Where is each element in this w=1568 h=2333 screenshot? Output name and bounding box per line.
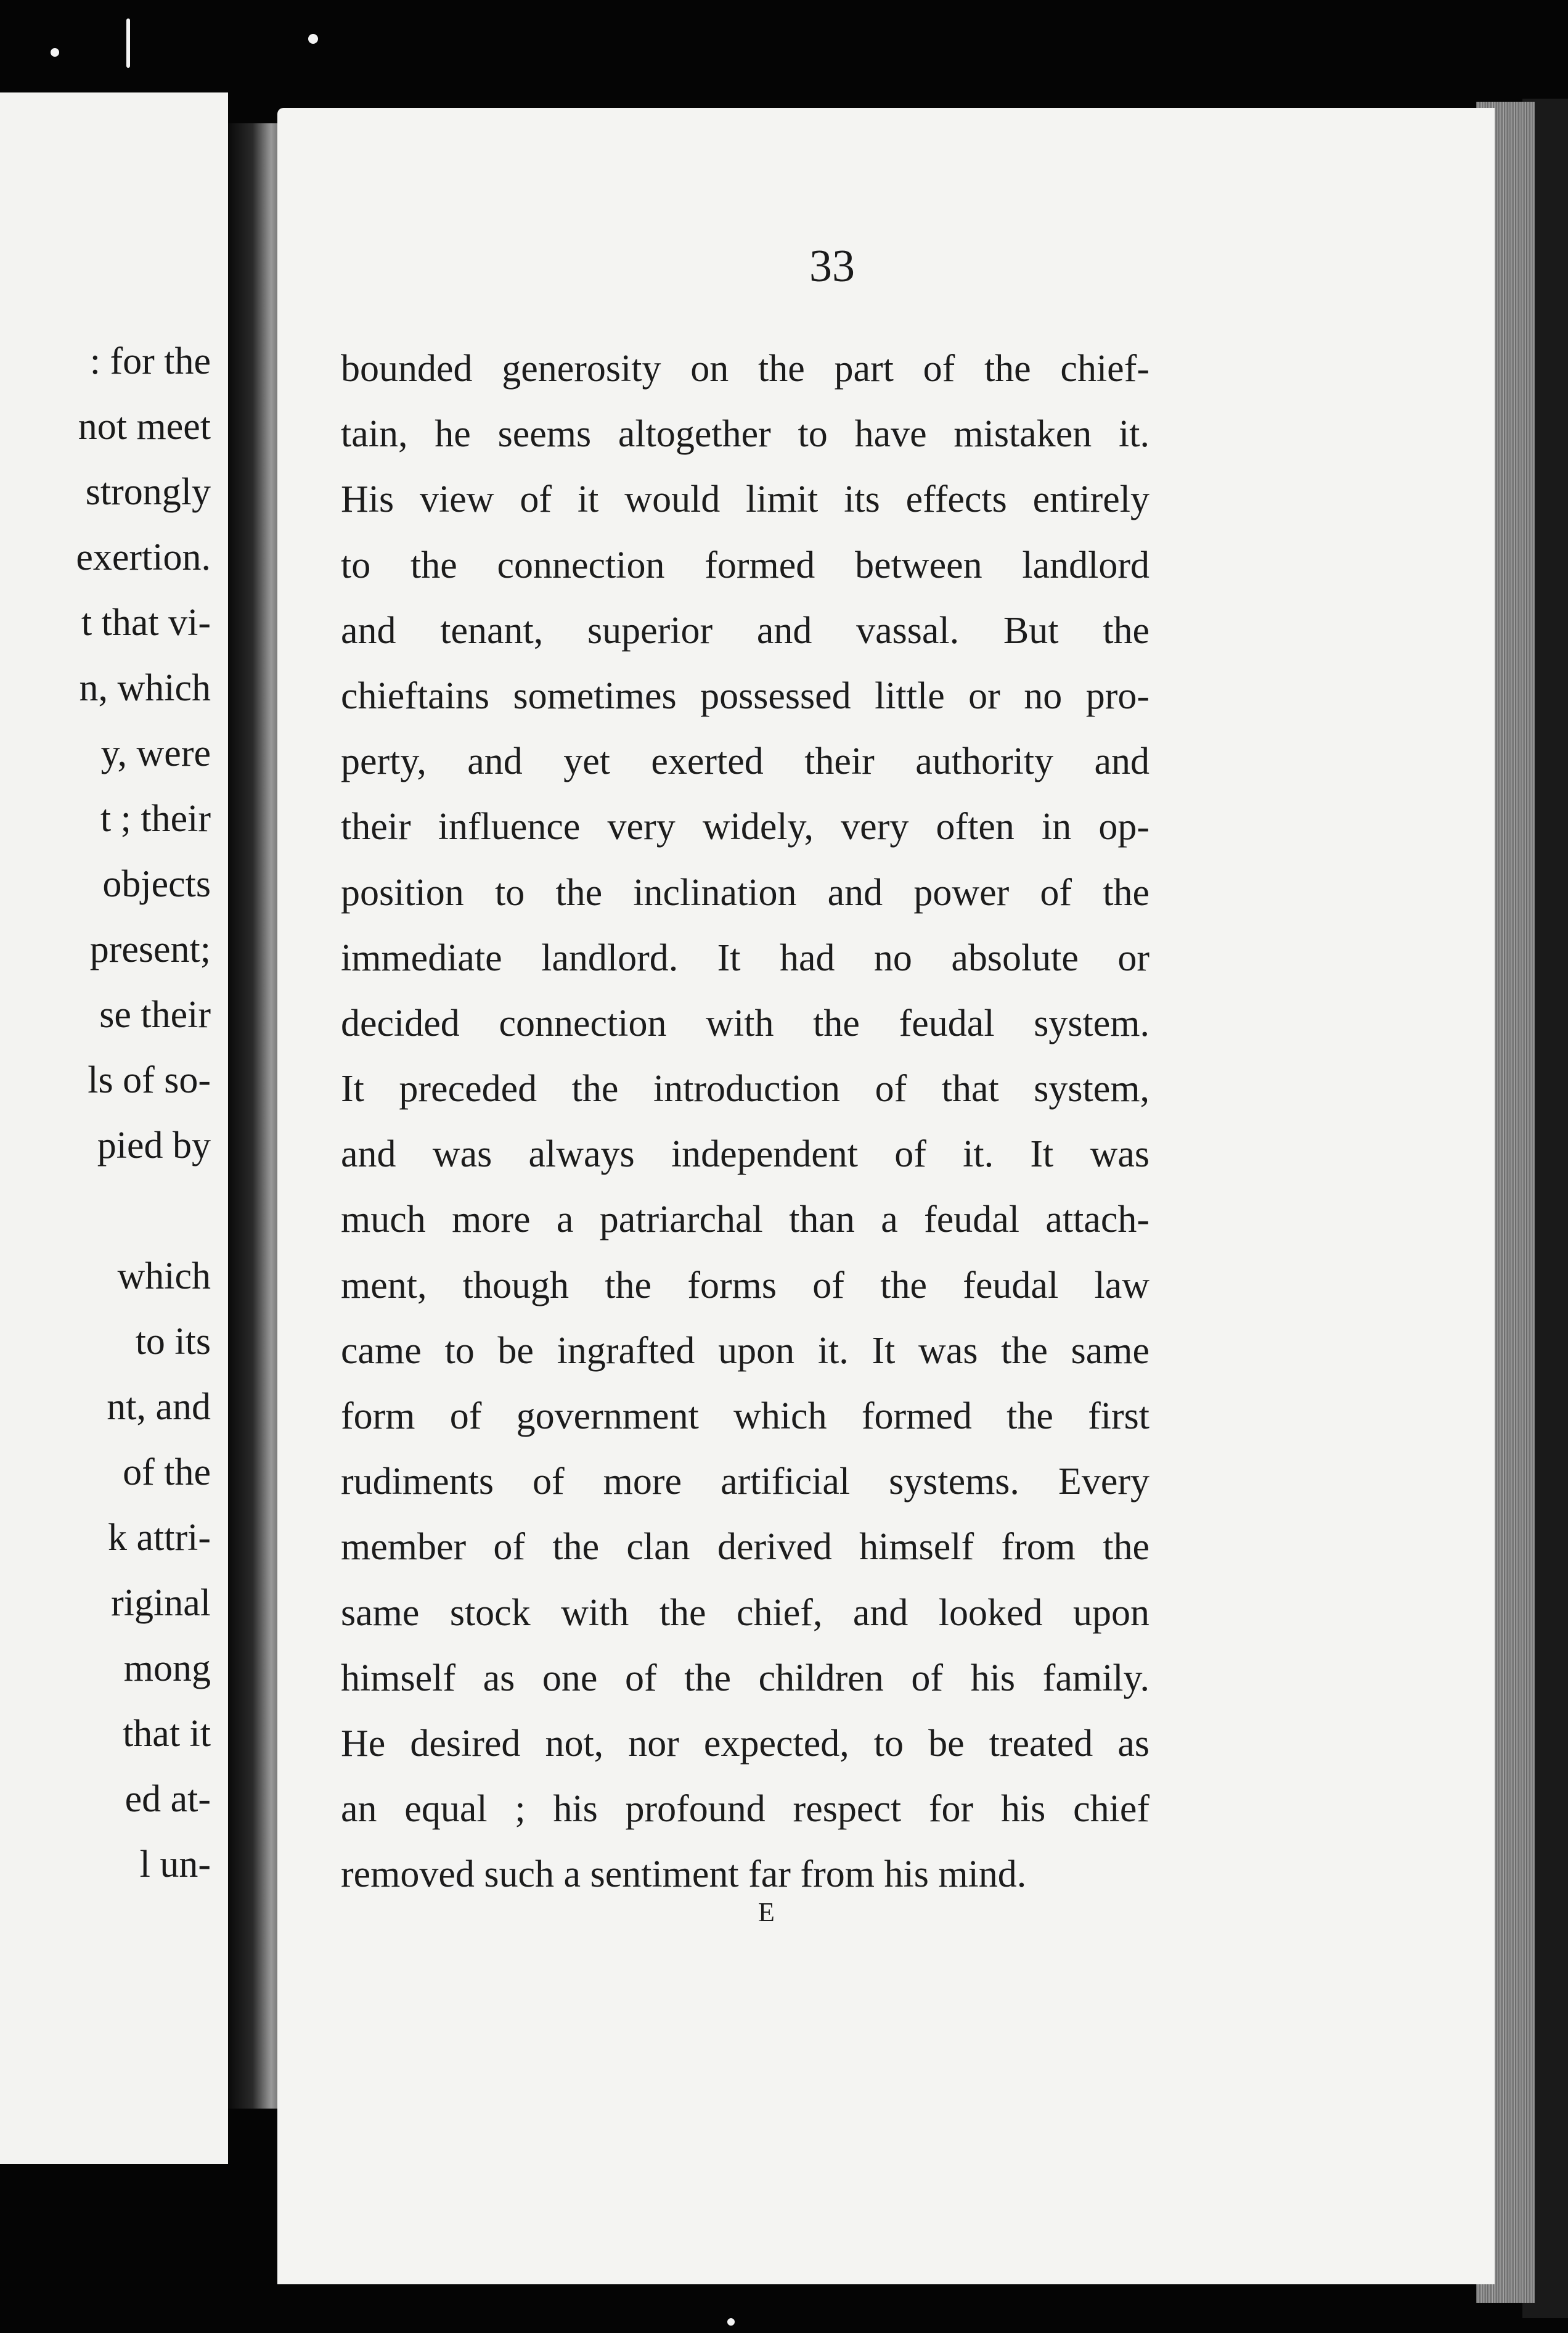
left-page-line: mong: [123, 1647, 211, 1689]
body-text-line: bounded generosity on the part of the chief-: [341, 348, 1149, 390]
left-page-line: that it: [123, 1713, 211, 1755]
body-text-line: came to be ingrafted upon it. It was the same: [341, 1329, 1149, 1372]
dust-speck: [308, 34, 318, 44]
left-page-line: : for the: [89, 340, 211, 382]
body-text-line: immediate landlord. It had no absolute or: [341, 937, 1149, 979]
body-text-line: He desired not, nor expected, to be treated as: [341, 1722, 1149, 1765]
left-page-line: nt, and: [107, 1386, 211, 1428]
body-text-line: It preceded the introduction of that system,: [341, 1068, 1149, 1110]
body-text-line: and tenant, superior and vassal. But the: [341, 609, 1149, 652]
dust-speck: [51, 48, 59, 57]
left-page: [0, 92, 228, 2164]
signature-mark: E: [758, 1897, 775, 1927]
body-text-line: His view of it would limit its effects entirely: [341, 478, 1149, 521]
left-page-line: strongly: [85, 471, 211, 513]
left-page-line: of the: [123, 1451, 211, 1493]
left-page-line: ed at-: [125, 1778, 211, 1820]
left-page-line: ls of so-: [88, 1059, 211, 1101]
body-text-line: an equal ; his profound respect for his chief: [341, 1788, 1149, 1831]
left-page-line: not meet: [78, 406, 211, 448]
left-page-line: t that vi-: [81, 602, 211, 644]
left-page-line: se their: [99, 994, 211, 1036]
left-page-line: k attri-: [108, 1517, 211, 1559]
body-text-line: ment, though the forms of the feudal law: [341, 1264, 1149, 1306]
left-page-line: y, were: [100, 732, 211, 774]
dust-speck: [727, 2318, 735, 2326]
left-page-line: exertion.: [76, 536, 211, 578]
left-page-line: present;: [89, 929, 211, 970]
left-page-line: which: [117, 1255, 211, 1297]
left-page-line: riginal: [111, 1582, 211, 1624]
left-page-line: l un-: [139, 1843, 211, 1885]
body-text-line: removed such a sentiment far from his mind.: [341, 1853, 1027, 1896]
body-text-line: same stock with the chief, and looked upon: [341, 1591, 1149, 1634]
left-page-line: to its: [135, 1321, 211, 1363]
body-text-line: position to the inclination and power of the: [341, 871, 1149, 914]
body-text-line: tain, he seems altogether to have mistaken it.: [341, 413, 1149, 456]
body-text-line: to the connection formed between landlord: [341, 544, 1149, 586]
body-text-line: decided connection with the feudal system.: [341, 1002, 1149, 1044]
body-text-line: perty, and yet exerted their authority and: [341, 740, 1149, 783]
body-text-line: himself as one of the children of his family.: [341, 1657, 1149, 1699]
left-page-line: pied by: [97, 1125, 211, 1166]
page-number: [0, 241, 1541, 292]
body-text: [341, 336, 1149, 1908]
body-text-line: chieftains sometimes possessed little or no pro-: [341, 674, 1149, 717]
body-text-line: form of government which formed the first: [341, 1395, 1149, 1437]
body-text-line: and was always independent of it. It was: [341, 1133, 1149, 1176]
page-number-text: 33: [809, 241, 855, 292]
left-page-line: n, which: [79, 667, 211, 709]
left-page-line: t ; their: [100, 798, 211, 840]
body-text-line: member of the clan derived himself from the: [341, 1526, 1149, 1568]
dust-speck: [126, 18, 130, 68]
left-page-line: objects: [102, 863, 211, 905]
body-text-line: rudiments of more artificial systems. Every: [341, 1461, 1149, 1503]
body-text-line: much more a patriarchal than a feudal attach-: [341, 1199, 1149, 1241]
body-text-line: their influence very widely, very often in op-: [341, 806, 1149, 848]
